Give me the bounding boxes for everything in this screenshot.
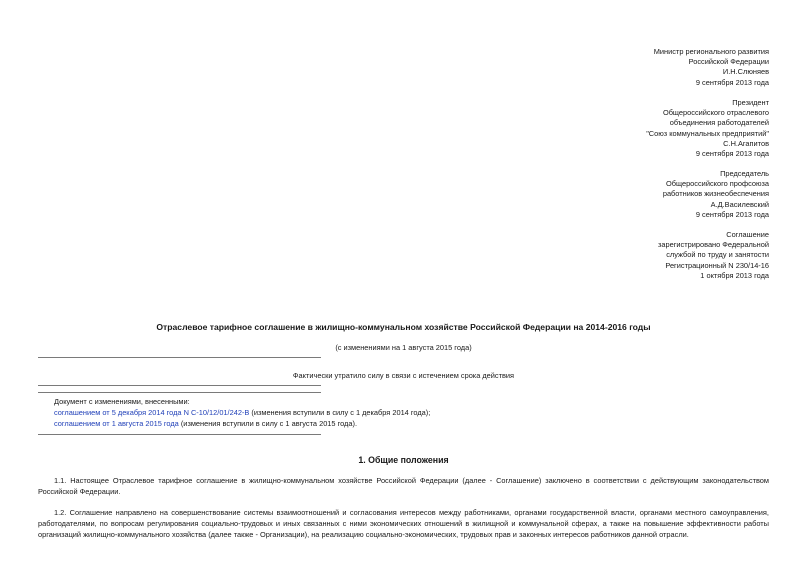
amendment-note: (изменения вступили в силу с 1 декабря 2014 года); — [249, 408, 431, 417]
amendment-item — [54, 408, 430, 419]
section-heading: 1. Общие положения — [358, 455, 449, 465]
amendment-item — [54, 419, 357, 430]
approval-line: Председатель — [720, 169, 769, 178]
approval-block-chairman — [663, 169, 769, 220]
approval-line: "Союз коммунальных предприятий" — [646, 128, 769, 138]
approval-line: С.Н.Агапитов — [723, 138, 769, 148]
amendment-note: (изменения вступили в силу с 1 августа 2015 года). — [178, 419, 357, 428]
approval-line: Общероссийского отраслевого — [662, 108, 769, 118]
divider — [38, 434, 321, 435]
registration-line: 1 октября 2013 года — [700, 270, 769, 280]
paragraph: 1.2. Соглашение направлено на совершенствование системы взаимоотношений и согласования интересов между работниками, органами государственной власти, органами местного самоуправления, работодателями, по вопросам регулирования социально-трудовых и иных связанных с ними экономических отношений в жилищной и коммунальной сферах, а также на повышение эффективности работы организаций жилищно-коммунального хозяйства (далее также - Организации), на реализацию социально-экономических, трудовых прав и законных интересов работников данной отрасли. — [38, 508, 769, 539]
document-revision-note: (с изменениями на 1 августа 2015 года) — [335, 343, 472, 352]
registration-line: Регистрационный N 230/14-16 — [665, 260, 769, 270]
divider — [38, 357, 321, 358]
document-status: Фактически утратило силу в связи с истечением срока действия — [292, 371, 515, 380]
approval-block-minister — [654, 47, 769, 88]
approval-line: Министр регионального развития — [653, 47, 769, 56]
amendments-heading: Документ с изменениями, внесенными: — [54, 397, 190, 406]
document-title: Отраслевое тарифное соглашение в жилищно-коммунальном хозяйстве Российской Федерации на 2014-2016 годы — [156, 322, 651, 332]
approval-line: работников жизнеобеспечения — [662, 189, 769, 199]
approval-line: Президент — [732, 98, 769, 107]
amendment-link[interactable]: соглашением от 5 декабря 2014 года N С-10/12/01/242-В — [54, 408, 250, 417]
divider — [38, 385, 321, 386]
approval-line: Общероссийского профсоюза — [665, 179, 769, 189]
approval-line: А.Д.Василевский — [710, 199, 769, 209]
approval-line: 9 сентября 2013 года — [695, 77, 769, 87]
registration-line: Соглашение — [726, 230, 769, 239]
approval-block-president — [646, 98, 769, 159]
approval-line: объединения работодателей — [669, 118, 769, 128]
registration-line: службой по труду и занятости — [666, 250, 769, 260]
amendment-link[interactable]: соглашением от 1 августа 2015 года — [54, 419, 179, 428]
paragraph: 1.1. Настоящее Отраслевое тарифное соглашение в жилищно-коммунальном хозяйстве Российской Федерации (далее - Соглашение) заключено в соответствии с действующим законодательством Российской Федерации. — [38, 476, 769, 496]
approval-line: Российской Федерации — [688, 57, 769, 67]
registration-line: зарегистрировано Федеральной — [658, 240, 769, 250]
divider — [38, 392, 321, 393]
registration-block — [658, 230, 769, 281]
approval-line: И.Н.Слюняев — [722, 67, 769, 77]
approval-line: 9 сентября 2013 года — [695, 209, 769, 219]
approval-line: 9 сентября 2013 года — [695, 149, 769, 159]
